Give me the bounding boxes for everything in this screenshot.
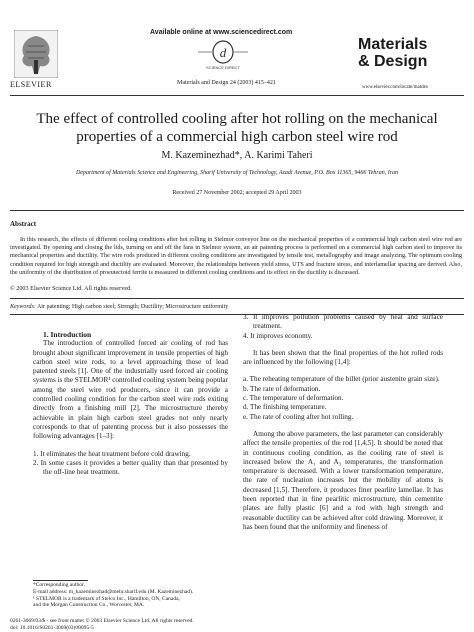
sciencedirect-logo xyxy=(196,38,250,72)
list-item-3: 3. It improves pollution problems caused by heat and surface treatment. xyxy=(243,313,443,331)
keywords-label: Keywords: xyxy=(10,304,36,310)
svg-text:d: d xyxy=(219,45,227,60)
list-item-a: a. The reheating temperature of the billet (prior austenite grain size). xyxy=(243,375,440,384)
journal-title-line2: & Design xyxy=(358,53,428,70)
list-item-1: 1. It eliminates the heat treatment before cold drawing. xyxy=(33,449,191,458)
elsevier-tree-logo xyxy=(14,30,58,78)
footnote-corresponding: *Corresponding author. xyxy=(33,582,85,588)
intro-paragraph-1: The introduction of controlled forced air cooling of rod has brought about significant improvement in tensile properties of high carbon steel wire rods, to a level approaching those of lead patented steels [1]. One of the industrially used forced air cooling systems is the STELMOR¹ controlled cooling system being popular among the steel wire rod producers, since it can provide a controlled cooling condition for the carbon steel wire rods exiting directly from a finishing mill [2]. The microstructure thereby achievable in plain high carbon steel grades not only nearly corresponds to that of patenting process but it also possesses the following advantages [1–3]: xyxy=(33,339,228,441)
footnote-stelmor-1: ¹ STELMOR is a trademark of Stelco Inc., Hamilton, ON, Canada, xyxy=(33,595,180,602)
journal-url[interactable]: www.elsevier.com/locate/matdes xyxy=(362,85,428,90)
intro-paragraph-2: It has been shown that the final properties of the hot rolled rods are influenced by the following [1,4]: xyxy=(243,348,443,367)
journal-title xyxy=(358,36,427,70)
footnote-rule xyxy=(33,580,88,581)
journal-reference: Materials and Design 24 (2003) 415–421 xyxy=(177,80,276,86)
section-heading-introduction: 1. Introduction xyxy=(43,330,92,339)
abstract-copyright: © 2003 Elsevier Science Ltd. All rights reserved. xyxy=(10,285,132,292)
list-item-4: 4. It improves economy. xyxy=(243,331,313,340)
journal-title-line1: Materials xyxy=(358,36,428,53)
author-affiliation: Department of Materials Science and Engineering, Sharif University of Technology, Azadi Avenue, P.O. Box 11365, 9466 Tehran, Iran xyxy=(75,170,399,176)
keywords xyxy=(10,304,462,310)
list-item-d: d. The finishing temperature. xyxy=(243,403,327,412)
doi-line[interactable]: doi: 10.1016/S0261-3069(03)00095-5 xyxy=(10,624,94,631)
abstract-heading: Abstract xyxy=(10,220,37,228)
abstract-top-rule xyxy=(10,210,464,211)
front-matter-line1: 0261-3069/03/$ - see front matter © 2003 Elsevier Science Ltd. All rights reserved. xyxy=(10,618,194,624)
publisher-name: ELSEVIER xyxy=(10,80,52,89)
footnote-email[interactable]: E-mail address: m_kazeminezhad@mehr.sharif.edu (M. Kazeminezhad). xyxy=(33,588,194,595)
list-item-e: e. The rate of cooling after hot rolling. xyxy=(243,412,354,421)
abstract-body: In this research, the effects of different cooling conditions after hot rolling in Stelmor conveyor line on the mechanical properties of a commercial high carbon steel wire rod are investigated. By opening and closing the lids, turning on and off the fans in Stelmor system, an air patenting process is performed on a commercial high carbon steel to improve its mechanical properties and ductility. The wire rods produced in different cooling conditions are investigated by tensile test, metallography and image analyzing. The optimum cooling condition required for high strength and ductility are evaluated. Moreover, the relationships between yield stress, UTS and fracture stress, and interlamellar spacing are derived. Also, the uniformity of the distribution of proeutectoid ferrite is measured in different cooling conditions and its effect on the ductility is discussed. xyxy=(10,236,462,276)
left-column xyxy=(33,330,228,477)
footnote-stelmor-2: and the Morgan Construction Co., Worcester, MA. xyxy=(33,602,145,609)
list-item-c: c. The temperature of deformation. xyxy=(243,394,344,403)
front-matter xyxy=(10,618,470,631)
right-column xyxy=(243,313,443,532)
article-authors: M. Kazeminezhad*, A. Karimi Taheri xyxy=(161,150,313,161)
list-item-b: b. The rate of deformation. xyxy=(243,384,321,393)
footnotes xyxy=(33,582,233,609)
header-rule xyxy=(10,95,464,96)
list-item-2: 2. In some cases it provides a better quality than that presented by the off-line heat treatment. xyxy=(33,458,228,477)
intro-paragraph-3: Among the above parameters, the last parameter can considerably affect the tensile properties of the rod [1,4,5]. It should be noted that in continuous cooling condition, as the cooling rate of steel is increased below the A₁ and A₃ temperatures, the transformation temperature is decreased. With a lower transformation temperature, the rate of nucleation increases but the mobility of atoms is decreased [1,5]. Therefore, it produces finer pearlite lamellae. It has been reported that in fine pearlitic microstructure, thin cementite plates are fully plastic [6] and a rod with high strength and reasonable ductility can be achieved after cold drawing. Moreover, it has been found that the uniformity and fineness of xyxy=(243,429,443,531)
article-title: The effect of controlled cooling after hot rolling on the mechanical properties of a commercial high carbon steel wire rod xyxy=(36,111,438,145)
sciencedirect-logo-text: SCIENCE DIRECT xyxy=(206,65,240,70)
received-dates: Received 27 November 2002; accepted 29 April 2003 xyxy=(172,190,302,196)
available-online-line[interactable]: Available online at www.sciencedirect.com xyxy=(150,29,293,36)
keywords-text: Air patenting; High carbon steel; Strength; Ductility; Microstructure uniformity xyxy=(36,304,229,310)
keywords-rule xyxy=(10,298,464,299)
